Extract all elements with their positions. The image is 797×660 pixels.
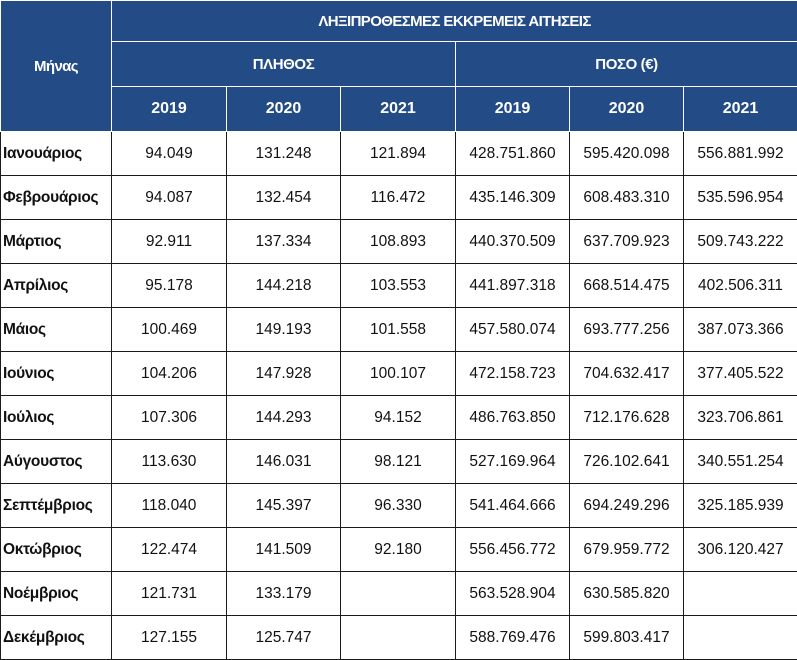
count-cell: 149.193	[227, 308, 341, 352]
month-cell: Ιανουάριος	[1, 132, 112, 176]
count-cell: 100.107	[341, 352, 456, 396]
amount-cell: 387.073.366	[684, 308, 797, 352]
month-cell: Σεπτέμβριος	[1, 484, 112, 528]
count-cell: 94.087	[112, 176, 227, 220]
table-body	[1, 132, 797, 660]
table-row	[1, 176, 797, 220]
count-group-header: ΠΛΗΘΟΣ	[112, 42, 456, 87]
amount-cell: 402.506.311	[684, 264, 797, 308]
year-header: 2020	[227, 87, 341, 132]
count-cell: 144.293	[227, 396, 341, 440]
count-cell: 147.928	[227, 352, 341, 396]
amount-cell	[684, 572, 797, 616]
table-row	[1, 440, 797, 484]
count-cell	[341, 616, 456, 660]
count-cell: 146.031	[227, 440, 341, 484]
count-cell: 98.121	[341, 440, 456, 484]
month-column-header: Μήνας	[1, 1, 112, 132]
count-cell: 145.397	[227, 484, 341, 528]
count-cell: 108.893	[341, 220, 456, 264]
count-cell: 122.474	[112, 528, 227, 572]
amount-cell: 377.405.522	[684, 352, 797, 396]
year-header: 2020	[570, 87, 684, 132]
amount-cell: 457.580.074	[456, 308, 570, 352]
count-cell: 121.731	[112, 572, 227, 616]
amount-cell: 527.169.964	[456, 440, 570, 484]
amount-cell: 535.596.954	[684, 176, 797, 220]
main-title: ΛΗΞΙΠΡΟΘΕΣΜΕΣ ΕΚΚΡΕΜΕΙΣ ΑΙΤΗΣΕΙΣ	[112, 1, 797, 42]
table-row	[1, 396, 797, 440]
count-cell: 118.040	[112, 484, 227, 528]
month-cell: Δεκέμβριος	[1, 616, 112, 660]
amount-cell: 630.585.820	[570, 572, 684, 616]
count-cell: 103.553	[341, 264, 456, 308]
table-row	[1, 616, 797, 660]
amount-cell: 588.769.476	[456, 616, 570, 660]
table-row	[1, 264, 797, 308]
amount-cell: 441.897.318	[456, 264, 570, 308]
month-cell: Οκτώβριος	[1, 528, 112, 572]
amount-cell: 486.763.850	[456, 396, 570, 440]
year-header: 2021	[684, 87, 797, 132]
year-header: 2019	[112, 87, 227, 132]
month-cell: Φεβρουάριος	[1, 176, 112, 220]
table-row	[1, 132, 797, 176]
month-cell: Απρίλιος	[1, 264, 112, 308]
month-cell: Νοέμβριος	[1, 572, 112, 616]
amount-cell: 440.370.509	[456, 220, 570, 264]
amount-cell: 608.483.310	[570, 176, 684, 220]
count-cell: 127.155	[112, 616, 227, 660]
count-cell: 137.334	[227, 220, 341, 264]
count-cell: 133.179	[227, 572, 341, 616]
count-cell: 94.049	[112, 132, 227, 176]
amount-cell: 556.456.772	[456, 528, 570, 572]
amount-cell: 679.959.772	[570, 528, 684, 572]
month-cell: Ιούλιος	[1, 396, 112, 440]
count-cell: 113.630	[112, 440, 227, 484]
count-cell: 144.218	[227, 264, 341, 308]
amount-cell: 541.464.666	[456, 484, 570, 528]
amount-cell: 306.120.427	[684, 528, 797, 572]
amount-cell: 323.706.861	[684, 396, 797, 440]
amount-cell: 325.185.939	[684, 484, 797, 528]
count-cell: 92.911	[112, 220, 227, 264]
count-cell: 95.178	[112, 264, 227, 308]
count-cell: 94.152	[341, 396, 456, 440]
amount-cell: 563.528.904	[456, 572, 570, 616]
count-cell	[341, 572, 456, 616]
amount-cell: 556.881.992	[684, 132, 797, 176]
amount-cell: 599.803.417	[570, 616, 684, 660]
year-header: 2019	[456, 87, 570, 132]
count-cell: 125.747	[227, 616, 341, 660]
month-cell: Μάρτιος	[1, 220, 112, 264]
amount-cell: 668.514.475	[570, 264, 684, 308]
amount-cell: 472.158.723	[456, 352, 570, 396]
amount-cell: 428.751.860	[456, 132, 570, 176]
table-row	[1, 484, 797, 528]
amount-cell: 435.146.309	[456, 176, 570, 220]
year-header: 2021	[341, 87, 456, 132]
amount-group-header: ΠΟΣΟ (€)	[456, 42, 797, 87]
amount-cell	[684, 616, 797, 660]
count-cell: 116.472	[341, 176, 456, 220]
table-row	[1, 572, 797, 616]
amount-cell: 694.249.296	[570, 484, 684, 528]
table-row	[1, 352, 797, 396]
count-cell: 141.509	[227, 528, 341, 572]
count-cell: 101.558	[341, 308, 456, 352]
amount-cell: 509.743.222	[684, 220, 797, 264]
count-cell: 100.469	[112, 308, 227, 352]
amount-cell: 595.420.098	[570, 132, 684, 176]
count-cell: 104.206	[112, 352, 227, 396]
amount-cell: 340.551.254	[684, 440, 797, 484]
month-cell: Ιούνιος	[1, 352, 112, 396]
month-cell: Μάιος	[1, 308, 112, 352]
month-cell: Αύγουστος	[1, 440, 112, 484]
table-header	[1, 1, 797, 132]
count-cell: 121.894	[341, 132, 456, 176]
amount-cell: 693.777.256	[570, 308, 684, 352]
count-cell: 132.454	[227, 176, 341, 220]
count-cell: 96.330	[341, 484, 456, 528]
count-cell: 92.180	[341, 528, 456, 572]
amount-cell: 637.709.923	[570, 220, 684, 264]
table-row	[1, 308, 797, 352]
table-row	[1, 528, 797, 572]
amount-cell: 704.632.417	[570, 352, 684, 396]
amount-cell: 726.102.641	[570, 440, 684, 484]
amount-cell: 712.176.628	[570, 396, 684, 440]
table-row	[1, 220, 797, 264]
count-cell: 107.306	[112, 396, 227, 440]
count-cell: 131.248	[227, 132, 341, 176]
